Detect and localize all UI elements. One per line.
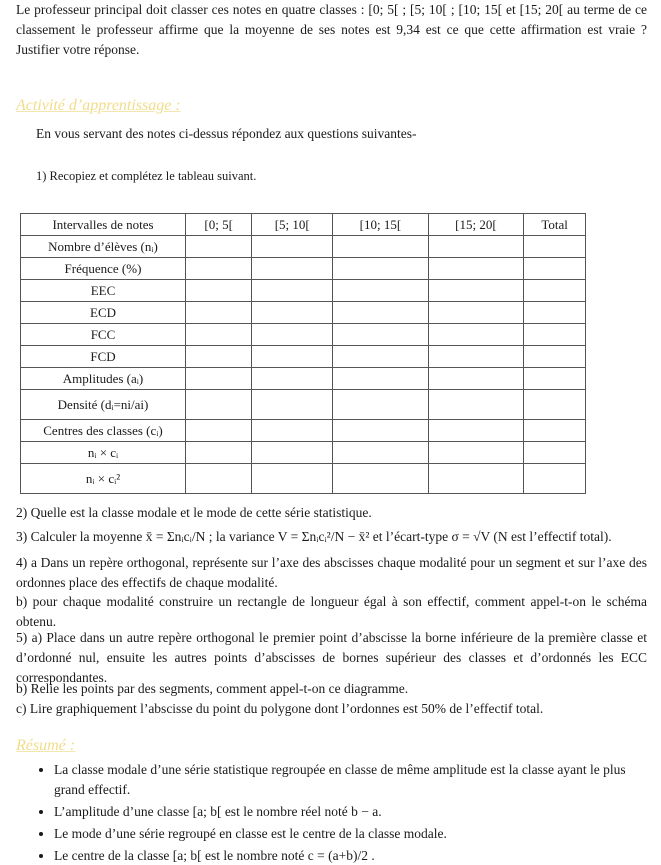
header-cell: [0; 5[ xyxy=(186,214,252,236)
empty-cell xyxy=(333,420,428,442)
table-row xyxy=(21,464,586,494)
intro-paragraph: Le professeur principal doit classer ces notes en quatre classes : [0; 5[ ; [5; 10[ ; [10; 15[ et [15; 20[ au terme de ce classement le professeur affirme que la moyenne de ses notes est 9,34 est ce que cette affirmation est vraie ? Justifier votre réponse. xyxy=(16,2,647,57)
empty-cell xyxy=(186,442,252,464)
empty-cell xyxy=(428,346,523,368)
empty-cell xyxy=(252,324,333,346)
row-label: nᵢ × cᵢ xyxy=(21,442,186,464)
empty-cell xyxy=(428,368,523,390)
question-1: 1) Recopiez et complétez le tableau suivant. xyxy=(36,169,257,183)
empty-cell xyxy=(428,280,523,302)
question-4a: 4) a Dans un repère orthogonal, représente sur l’axe des abscisses chaque modalité pour un segment et sur l’axe des ordonnes place des effectifs de chaque modalité. xyxy=(16,555,647,590)
empty-cell xyxy=(524,324,586,346)
empty-cell xyxy=(524,390,586,420)
empty-cell xyxy=(252,302,333,324)
empty-cell xyxy=(333,346,428,368)
header-cell: [5; 10[ xyxy=(252,214,333,236)
row-label: FCD xyxy=(21,346,186,368)
empty-cell xyxy=(333,280,428,302)
empty-cell xyxy=(186,236,252,258)
empty-cell xyxy=(524,280,586,302)
empty-cell xyxy=(524,420,586,442)
empty-cell xyxy=(428,258,523,280)
empty-cell xyxy=(428,390,523,420)
table-row xyxy=(21,236,586,258)
empty-cell xyxy=(524,464,586,494)
empty-cell xyxy=(333,302,428,324)
row-label: Centres des classes (cᵢ) xyxy=(21,420,186,442)
empty-cell xyxy=(186,464,252,494)
empty-cell xyxy=(428,302,523,324)
empty-cell xyxy=(524,346,586,368)
row-label: Densité (dᵢ=ni/ai) xyxy=(21,390,186,420)
empty-cell xyxy=(524,236,586,258)
row-label: EEC xyxy=(21,280,186,302)
question-5b: b) Relie les points par des segments, comment appel-t-on ce diagramme. xyxy=(16,681,409,696)
statistics-table xyxy=(20,213,586,494)
table-row xyxy=(21,302,586,324)
table-row xyxy=(21,258,586,280)
question-5c: c) Lire graphiquement l’abscisse du point du polygone dont l’ordonnes est 50% de l’effectif total. xyxy=(16,701,544,716)
empty-cell xyxy=(252,346,333,368)
empty-cell xyxy=(186,302,252,324)
empty-cell xyxy=(333,258,428,280)
table-row xyxy=(21,280,586,302)
row-label: Fréquence (%) xyxy=(21,258,186,280)
row-label: Amplitudes (aᵢ) xyxy=(21,368,186,390)
empty-cell xyxy=(252,464,333,494)
table-row xyxy=(21,442,586,464)
empty-cell xyxy=(333,390,428,420)
empty-cell xyxy=(252,390,333,420)
header-cell: Intervalles de notes xyxy=(21,214,186,236)
empty-cell xyxy=(428,324,523,346)
empty-cell xyxy=(333,368,428,390)
question-4b: b) pour chaque modalité construire un rectangle de longueur égal à son effectif, comment appel-t-on le schéma obtenu. xyxy=(16,594,647,629)
table-row xyxy=(21,324,586,346)
empty-cell xyxy=(524,302,586,324)
activity-heading: Activité d’apprentissage : xyxy=(16,97,181,114)
empty-cell xyxy=(333,442,428,464)
empty-cell xyxy=(252,368,333,390)
activity-intro: En vous servant des notes ci-dessus répondez aux questions suivantes- xyxy=(36,126,417,141)
summary-item: • La classe modale d’une série statistique regroupée en classe de même amplitude est la classe ayant le plus grand effectif. xyxy=(54,760,647,800)
empty-cell xyxy=(524,442,586,464)
empty-cell xyxy=(186,258,252,280)
header-cell: [10; 15[ xyxy=(333,214,428,236)
row-label: FCC xyxy=(21,324,186,346)
table-row xyxy=(21,420,586,442)
empty-cell xyxy=(333,236,428,258)
empty-cell xyxy=(186,390,252,420)
empty-cell xyxy=(252,442,333,464)
question-3: 3) Calculer la moyenne x̄ = Σnᵢcᵢ/N ; la variance V = Σnᵢcᵢ²/N − x̄² et l’écart-type σ = √V (N est l’effectif total). xyxy=(16,529,612,544)
summary-item: • Le mode d’une série regroupé en classe est le centre de la classe modale. xyxy=(54,824,647,844)
empty-cell xyxy=(252,258,333,280)
question-5a: 5) a) Place dans un autre repère orthogonal le premier point d’abscisse la borne inférieure de la première classe et d’ordonné nul, ensuite les autres points d’abscisses de bornes supérieur des classes et d’ordonnés les ECC correspondantes. xyxy=(16,630,647,685)
empty-cell xyxy=(428,420,523,442)
empty-cell xyxy=(252,420,333,442)
table-row xyxy=(21,390,586,420)
empty-cell xyxy=(524,258,586,280)
summary-heading: Résumé : xyxy=(16,737,76,754)
empty-cell xyxy=(186,280,252,302)
table-header-row xyxy=(21,214,586,236)
empty-cell xyxy=(524,368,586,390)
row-label: nᵢ × cᵢ² xyxy=(21,464,186,494)
table-row xyxy=(21,346,586,368)
summary-item: • Le centre de la classe [a; b[ est le nombre noté c = (a+b)/2 . xyxy=(54,846,647,865)
question-2: 2) Quelle est la classe modale et le mode de cette série statistique. xyxy=(16,505,372,520)
empty-cell xyxy=(186,346,252,368)
empty-cell xyxy=(186,420,252,442)
row-label: ECD xyxy=(21,302,186,324)
empty-cell xyxy=(333,464,428,494)
empty-cell xyxy=(333,324,428,346)
empty-cell xyxy=(428,464,523,494)
row-label: Nombre d’élèves (nᵢ) xyxy=(21,236,186,258)
empty-cell xyxy=(252,236,333,258)
empty-cell xyxy=(186,368,252,390)
header-cell: Total xyxy=(524,214,586,236)
summary-list xyxy=(34,760,647,865)
empty-cell xyxy=(252,280,333,302)
empty-cell xyxy=(186,324,252,346)
header-cell: [15; 20[ xyxy=(428,214,523,236)
empty-cell xyxy=(428,236,523,258)
table-row xyxy=(21,368,586,390)
summary-item: • L’amplitude d’une classe [a; b[ est le nombre réel noté b − a. xyxy=(54,802,647,822)
empty-cell xyxy=(428,442,523,464)
